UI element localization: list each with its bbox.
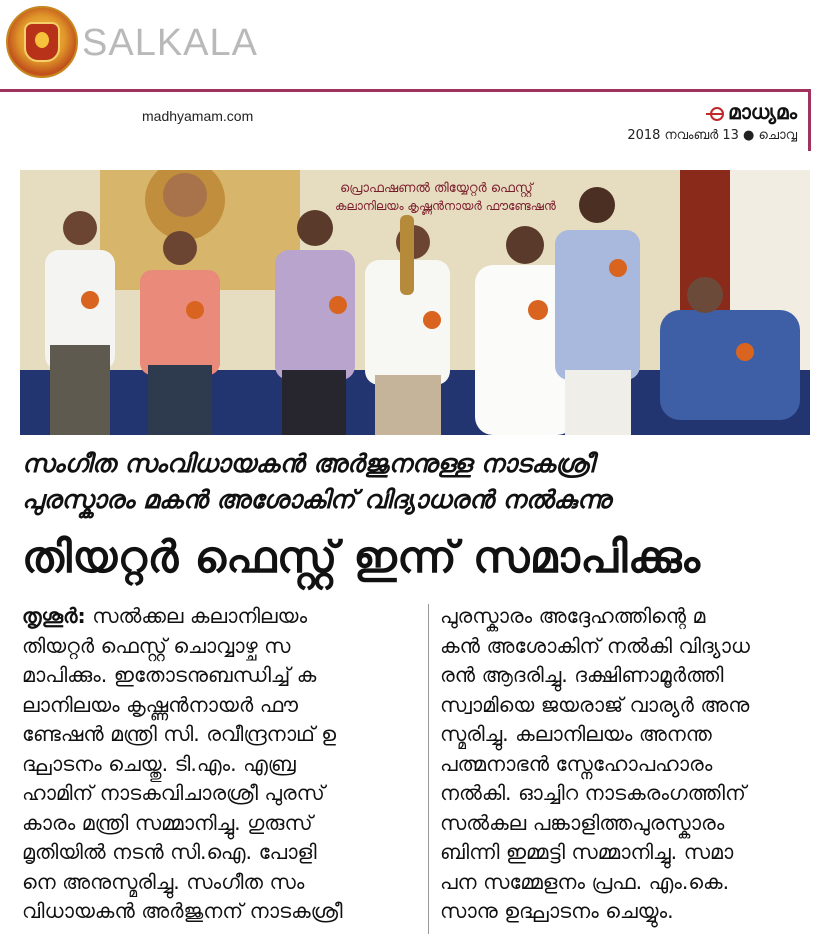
article-column-2 xyxy=(440,602,815,927)
article-dateline: തൃശൂർ: xyxy=(22,604,86,628)
column-line: ദ്ഘാടനം ചെയ്തു. ടി.എം. എബ്ര xyxy=(22,751,296,776)
svg-text:കലാനിലയം കൃഷ്ണൻനായർ ഫൗണ്ടേഷൻ: കലാനിലയം കൃഷ്ണൻനായർ ഫൗണ്ടേഷൻ xyxy=(335,199,556,213)
column-line: മൃതിയിൽ നടൻ സി.ഐ. പോളി xyxy=(22,840,317,864)
photo-caption xyxy=(22,446,812,518)
column-line: നെ അനുസ്മരിച്ചു. സംഗീത സം xyxy=(22,869,305,894)
column-line: സ്മരിച്ചു. കലാനിലയം അനന്ത xyxy=(440,722,712,746)
column-line: സ്വാമിയെ ജയരാജ് വാര്യർ അനു xyxy=(440,692,750,717)
brand-name: SALKALA xyxy=(82,22,258,64)
column-line: പുരസ്കാരം അദ്ദേഹത്തിന്റെ മ xyxy=(440,604,706,628)
newspaper-masthead xyxy=(710,100,797,124)
column-line: പത്മനാഭൻ സ്നേഹോപഹാരം xyxy=(440,751,713,776)
column-line: ഹാമിന് നാടകവിചാരശ്രീ പുരസ് xyxy=(22,781,325,805)
column-line: കാരം മന്ത്രി സമ്മാനിച്ചു. ഗുരുസ് xyxy=(22,810,313,835)
article-column-1 xyxy=(22,602,417,927)
header-rule xyxy=(0,89,810,92)
column-line: നൽകി. ഓച്ചിറ നാടകരംഗത്തിന് xyxy=(440,781,746,805)
caption-line-2: പുരസ്കാരം മകൻ അശോകിന് വിദ്യാധരൻ നൽകുന്നു xyxy=(22,485,611,514)
salkala-logo xyxy=(6,6,78,78)
column-line: തിയറ്റർ ഫെസ്റ്റ് ചൊവ്വാഴ്ച സ xyxy=(22,633,291,658)
column-line: വിധായകൻ അർജുനന് നാടകശ്രീ xyxy=(22,899,343,923)
column-line: കൻ അശോകിന് നൽകി വിദ്യാധ xyxy=(440,633,750,658)
column-divider xyxy=(428,604,429,934)
issue-date: 2018 നവംബർ 13 ● ചൊവ്വ xyxy=(627,128,797,143)
column-line: സാനു ഉദ്ഘാടനം ചെയ്യും. xyxy=(440,899,674,923)
svg-text:പ്രൊഫഷണൽ തിയ്യേറ്റർ ഫെസ്റ്റ്: പ്രൊഫഷണൽ തിയ്യേറ്റർ ഫെസ്റ്റ് xyxy=(340,181,533,196)
masthead-logo-icon xyxy=(710,107,724,121)
header-rule-vertical xyxy=(808,89,811,151)
column-line: സൽകല പങ്കാളിത്തപുരസ്കാരം xyxy=(440,810,725,835)
column-line: ലാനിലയം കൃഷ്ണൻനായർ ഫൗ xyxy=(22,692,299,717)
article-headline: തിയറ്റർ ഫെസ്റ്റ് ഇന്ന് സമാപിക്കും xyxy=(22,532,701,583)
masthead-title: മാധ്യമം xyxy=(728,100,797,124)
caption-line-1: സംഗീത സംവിധായകൻ അർജുനനുള്ള നാടകശ്രീ xyxy=(22,449,594,478)
column-line: ബിന്നി ഇമ്മട്ടി സമ്മാനിച്ചു. സമാ xyxy=(440,840,734,864)
column-line: ണ്ടേഷൻ മന്ത്രി സി. രവീന്ദ്രനാഥ് ഉ xyxy=(22,722,337,746)
page-header xyxy=(0,0,827,90)
source-site: madhyamam.com xyxy=(142,108,254,124)
column-line: രൻ ആദരിച്ചു. ദക്ഷിണാമൂർത്തി xyxy=(440,663,724,687)
column-line: മാപിക്കും. ഇതോടനുബന്ധിച്ച് ക xyxy=(22,663,317,687)
column-line: പന സമ്മേളനം പ്രഫ. എം.കെ. xyxy=(440,869,730,894)
event-photo xyxy=(20,170,810,435)
column-line: തൃശൂർ: സൽക്കല കലാനിലയം xyxy=(22,604,308,628)
